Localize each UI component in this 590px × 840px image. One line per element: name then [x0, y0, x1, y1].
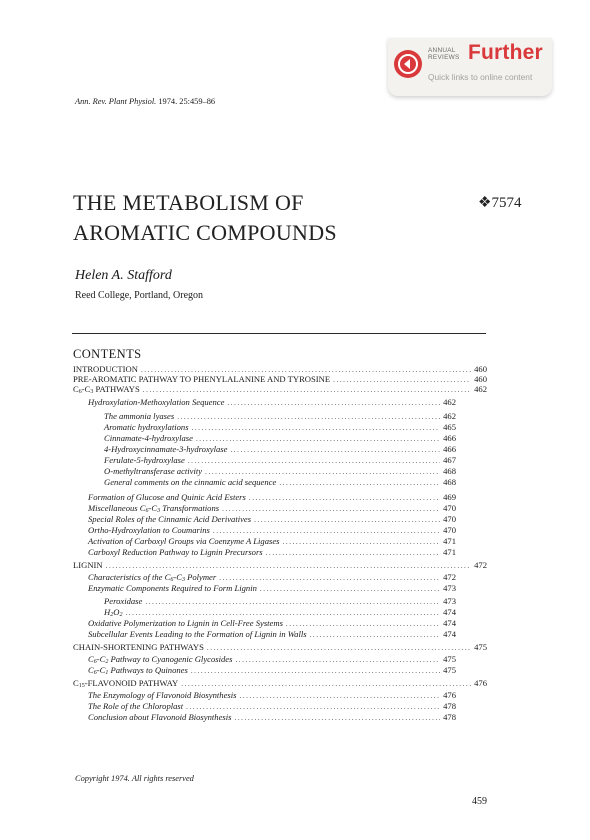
toc-entry[interactable]: Cinnamate-4-hydroxylase ..... 466: [104, 433, 456, 444]
toc-entry[interactable]: Ferulate-5-hydroxylase ..... 467: [104, 455, 456, 466]
further-logo-icon: [394, 50, 422, 78]
toc-entry[interactable]: The ammonia lyases ..... 462: [104, 411, 456, 422]
toc-entry[interactable]: C6-C2 Pathway to Cyanogenic Glycosides ..... 475: [88, 654, 456, 665]
badge-publisher: ANNUAL REVIEWS: [428, 47, 460, 62]
article-title: [73, 188, 453, 248]
journal-name: Ann. Rev. Plant Physiol.: [75, 97, 157, 106]
toc-entry[interactable]: 4-Hydroxycinnamate-3-hydroxylase ..... 466: [104, 444, 456, 455]
toc-entry[interactable]: C6-C3 PATHWAYS ..... 462: [73, 384, 487, 395]
further-badge[interactable]: [388, 38, 552, 96]
title-line-2: AROMATIC COMPOUNDS: [73, 220, 337, 245]
article-code: ❖7574: [478, 195, 522, 211]
toc-entry[interactable]: Conclusion about Flavonoid Biosynthesis ..... 478: [88, 712, 456, 723]
toc-entry[interactable]: General comments on the cinnamic acid sequence ..... 468: [104, 477, 456, 488]
toc-entry[interactable]: The Role of the Chloroplast ..... 478: [88, 701, 456, 712]
toc-entry[interactable]: The Enzymology of Flavonoid Biosynthesis ..... 476: [88, 690, 456, 701]
toc-entry[interactable]: PRE-AROMATIC PATHWAY TO PHENYLALANINE AND TYROSINE ..... 460: [73, 374, 487, 385]
toc-entry[interactable]: Aromatic hydroxylations ..... 465: [104, 422, 456, 433]
copyright-notice: Copyright 1974. All rights reserved: [75, 774, 194, 783]
toc-entry[interactable]: Enzymatic Components Required to Form Lignin ..... 473: [88, 583, 456, 594]
toc-entry[interactable]: C15-FLAVONOID PATHWAY ..... 476: [73, 678, 487, 689]
toc-entry[interactable]: Carboxyl Reduction Pathway to Lignin Precursors ..... 471: [88, 547, 456, 558]
badge-further-label: Further: [468, 41, 543, 64]
author-name: Helen A. Stafford: [75, 268, 172, 283]
divider: [72, 333, 486, 334]
toc-entry[interactable]: Hydroxylation-Methoxylation Sequence ..... 462: [88, 397, 456, 408]
page-number: 459: [472, 796, 487, 807]
toc-entry[interactable]: CHAIN-SHORTENING PATHWAYS ..... 475: [73, 642, 487, 653]
journal-citation: [75, 97, 215, 106]
toc-entry[interactable]: Activation of Carboxyl Groups via Coenzyme A Ligases ..... 471: [88, 536, 456, 547]
contents-heading: CONTENTS: [73, 347, 142, 361]
toc-entry[interactable]: Ortho-Hydroxylation to Coumarins ..... 470: [88, 525, 456, 536]
toc-entry[interactable]: O-methyltransferase activity ..... 468: [104, 466, 456, 477]
badge-subtitle: Quick links to online content: [428, 72, 533, 82]
toc-entry[interactable]: Special Roles of the Cinnamic Acid Derivatives ..... 470: [88, 514, 456, 525]
toc-entry[interactable]: H2O2 ..... 474: [104, 607, 456, 618]
toc-entry[interactable]: Formation of Glucose and Quinic Acid Esters ..... 469: [88, 492, 456, 503]
journal-volume: 1974. 25:459–86: [158, 97, 216, 106]
title-line-1: THE METABOLISM OF: [73, 190, 304, 215]
toc-entry[interactable]: C6-C1 Pathways to Quinones ..... 475: [88, 665, 456, 676]
author-affiliation: Reed College, Portland, Oregon: [75, 290, 204, 301]
toc-entry[interactable]: Peroxidase ..... 473: [104, 596, 456, 607]
toc-entry[interactable]: Subcellular Events Leading to the Formation of Lignin in Walls ..... 474: [88, 629, 456, 640]
toc-entry[interactable]: Oxidative Polymerization to Lignin in Cell-Free Systems ..... 474: [88, 618, 456, 629]
toc-entry[interactable]: INTRODUCTION ..... 460: [73, 364, 487, 375]
toc-entry[interactable]: Miscellaneous C6-C3 Transformations ..... 470: [88, 503, 456, 514]
toc-entry[interactable]: Characteristics of the C6-C3 Polymer ..... 472: [88, 572, 456, 583]
toc-entry[interactable]: LIGNIN ..... 472: [73, 560, 487, 571]
